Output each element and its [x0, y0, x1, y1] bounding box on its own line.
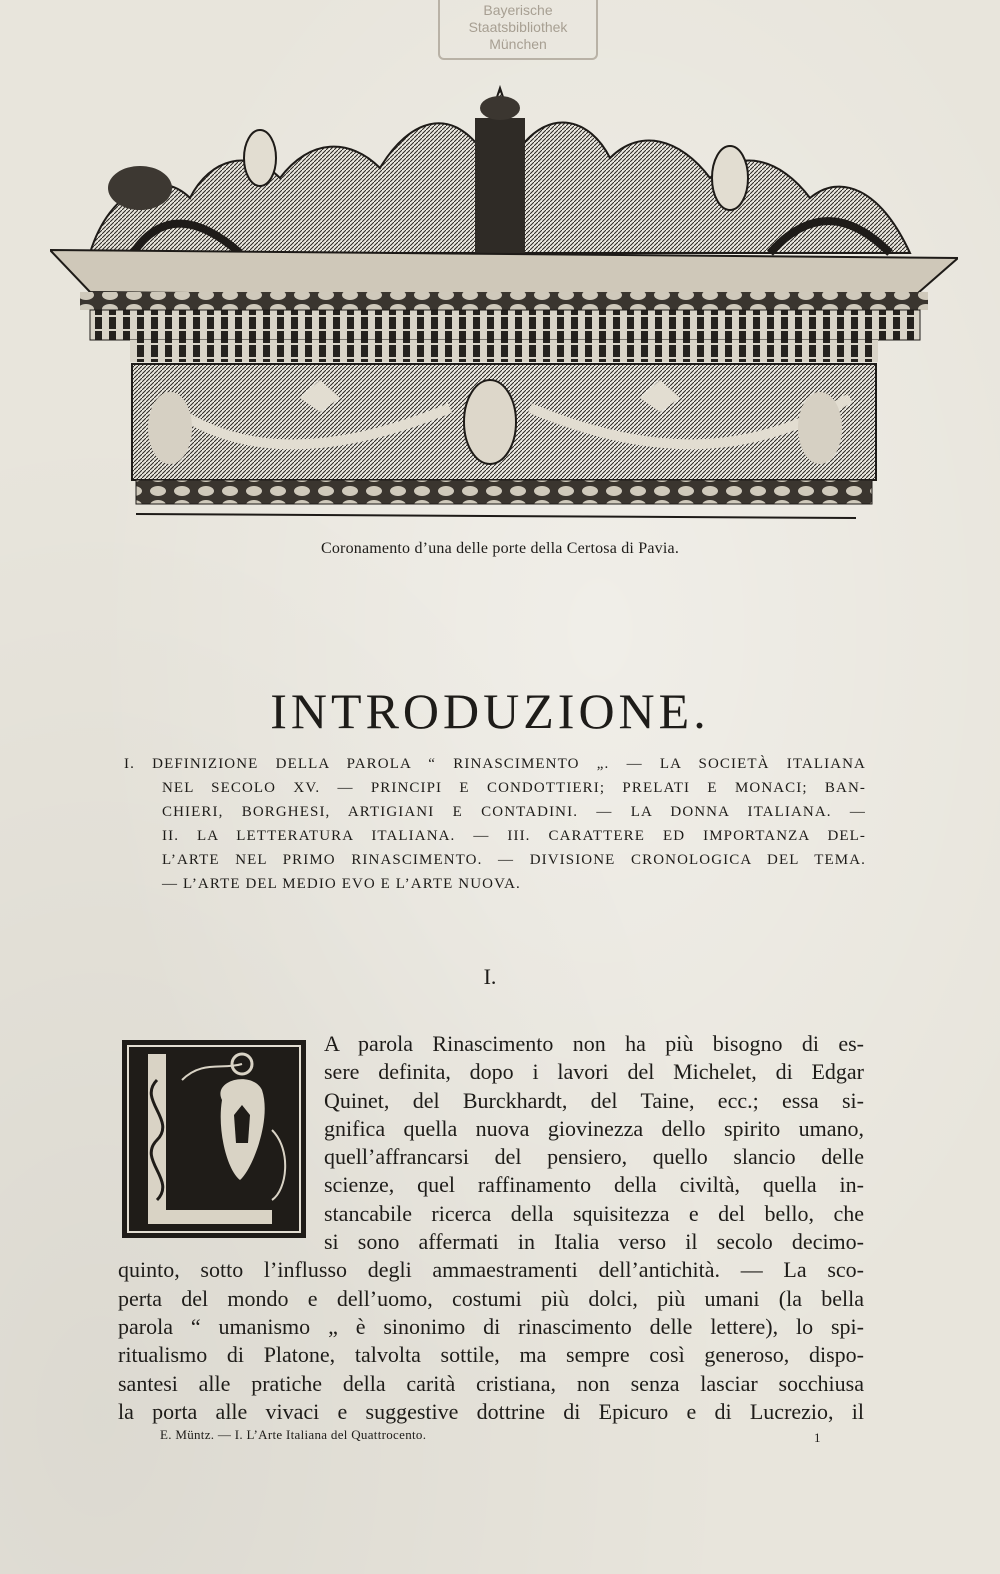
lower-dentils	[130, 340, 878, 362]
stamp-line-1: Bayerische	[483, 2, 553, 18]
body-line: stancabile ricerca della squisitezza e del bello, che	[324, 1200, 864, 1226]
stamp-line-2: Staatsbibliothek	[468, 19, 568, 35]
base-moulding	[136, 480, 872, 504]
shield-icon	[244, 130, 276, 186]
egg-and-dart-moulding	[80, 292, 928, 310]
body-line: si sono affermati in Italia verso il secolo decimo-	[324, 1229, 864, 1255]
body-line: perta del mondo e dell’uomo, costumi più dolci, più umani (la bella	[118, 1285, 864, 1311]
summary-line: NEL SECOLO XV. — PRINCIPI E CONDOTTIERI; PRELATI E MONACI; BAN-	[162, 780, 866, 796]
figure-caption: Coronamento d’una delle porte della Certosa di Pavia.	[320, 540, 680, 557]
dentil-moulding	[90, 310, 920, 340]
putto-right	[798, 392, 842, 464]
summary-line: I. DEFINIZIONE DELLA PAROLA “ RINASCIMENTO „. — LA SOCIETÀ ITALIANA	[124, 756, 866, 772]
chapter-title: INTRODUZIONE.	[270, 682, 710, 739]
cresting-sculptures	[90, 88, 910, 258]
body-line: la porta alle vivaci e suggestive dottrine di Epicuro e di Lucrezio, il	[118, 1398, 864, 1424]
body-line: gnifica quella nuova giovinezza dello spirito umano,	[324, 1115, 864, 1141]
body-line: santesi alle pratiche della carità cristiana, non senza lasciar socchiusa	[118, 1370, 864, 1396]
body-line: scienze, quel raffinamento della civiltà, quella in-	[324, 1172, 864, 1198]
page-number: 1	[814, 1430, 821, 1445]
putto-left	[148, 392, 192, 464]
shield-icon-right	[712, 146, 748, 210]
body-line: Quinet, del Burckhardt, del Taine, ecc.; essa si-	[324, 1087, 864, 1113]
body-line: parola “ umanismo „ è sinonimo di rinascimento delle lettere), lo spi-	[118, 1313, 864, 1339]
summary-line: II. LA LETTERATURA ITALIANA. — III. CARATTERE ED IMPORTANZA DEL-	[162, 828, 866, 844]
stamp-line-3: München	[489, 36, 547, 52]
body-line: A parola Rinascimento non ha più bisogno di es-	[324, 1031, 864, 1056]
summary-line: CHIERI, BORGHESI, ARTIGIANI E CONTADINI. — LA DONNA ITALIANA. —	[162, 804, 866, 820]
section-number: I.	[483, 964, 497, 989]
cornice-engraving	[50, 78, 958, 528]
body-paragraph	[118, 1030, 864, 1426]
library-stamp	[438, 0, 598, 60]
central-oval-medallion	[464, 380, 516, 464]
chapter-summary	[124, 752, 866, 896]
body-line: quell’affrancarsi del pensiero, quello slancio delle	[324, 1144, 864, 1170]
summary-line: L’ARTE NEL PRIMO RINASCIMENTO. — DIVISIONE CRONOLOGICA DEL TEMA.	[162, 852, 866, 868]
footer-signature: E. Müntz. — I. L’Arte Italiana del Quattrocento.	[160, 1427, 427, 1442]
fruit-basket-icon	[108, 166, 172, 210]
body-line: quinto, sotto l’influsso degli ammaestramenti dell’antichità. — La sco-	[118, 1257, 864, 1283]
summary-line: — L’ARTE DEL MEDIO EVO E L’ARTE NUOVA.	[162, 876, 521, 892]
urn-icon	[475, 118, 525, 253]
body-line: sere definita, dopo i lavori del Michelet, di Edgar	[324, 1059, 864, 1085]
body-line: ritualismo di Platone, talvolta sottile, ma sempre così generoso, dispo-	[118, 1342, 864, 1368]
